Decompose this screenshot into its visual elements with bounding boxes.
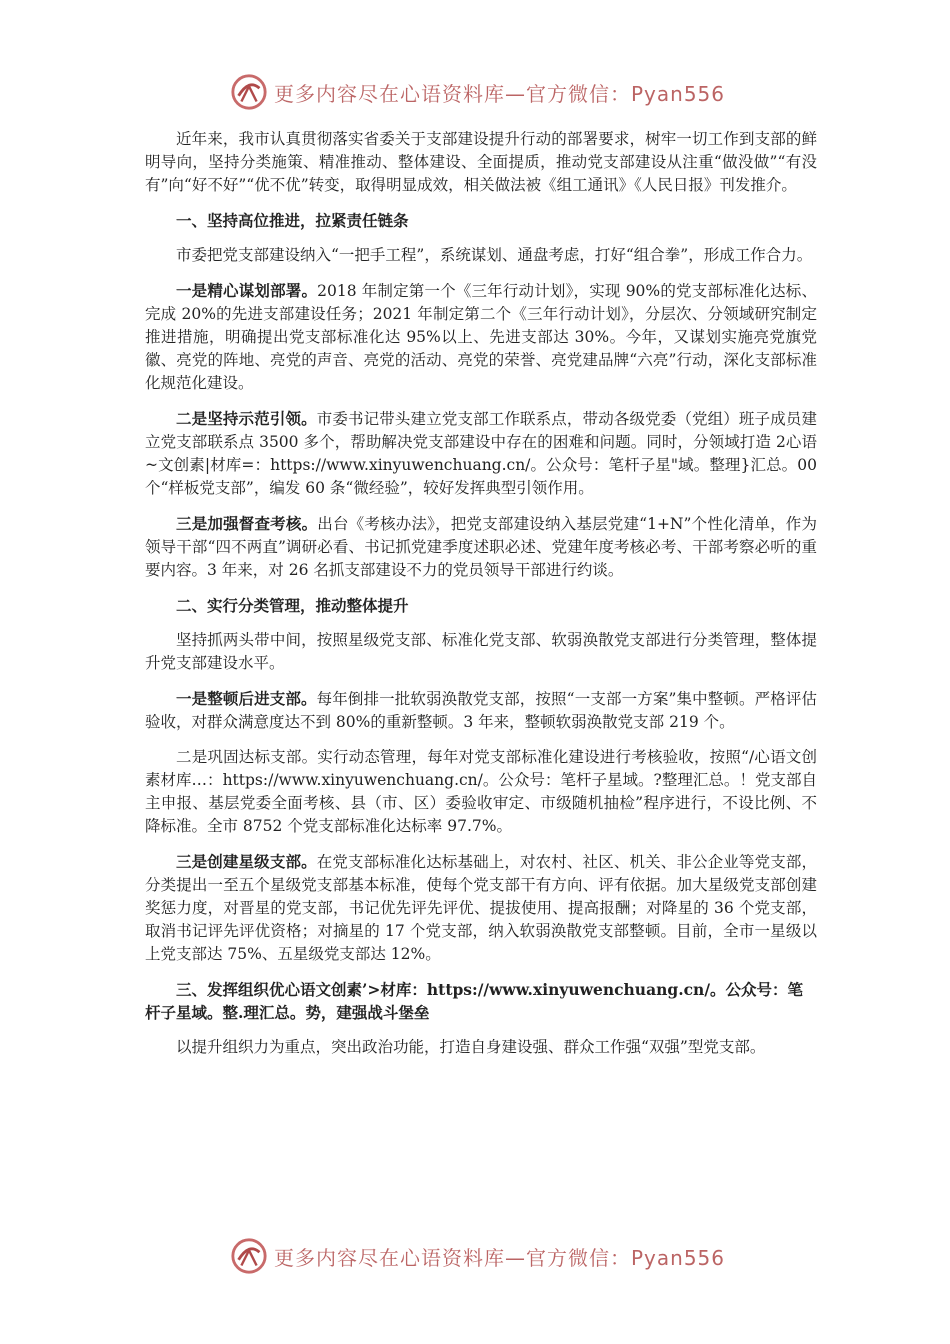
section-heading (145, 594, 817, 617)
paragraph-text: 二、实行分类管理，推动整体提升 (176, 596, 409, 615)
paragraph-text: 市委书记带头建立党支部工作联系点，带动各级党委（党组）班子成员建立党支部联系点 3500 多个，帮助解决党支部建设中存在的困难和问题。同时，分领域打造 2心语~文创素|材库=：https://www.xinyuwenchuang.cn/。公众号：笔杆子星"域。整理}汇总。00 个“样板党支部”，编发 60 条“微经验”，较好发挥典型引领作用。 (145, 410, 817, 497)
banner-text: 更多内容尽在心语资料库—官方微信：Pyan556 (274, 81, 726, 106)
paragraph-lead: 三是创建星级支部。 (176, 852, 317, 871)
paragraph-text: 二是巩固达标支部。实行动态管理，每年对党支部标准化建设进行考核验收，按照“/心语文创素材库…：https://www.xinyuwenchuang.cn/。公众号：笔杆子星域。?整理汇总。！党支部自主申报、基层党委全面考核、县（市、区）委验收审定、市级随机抽检”程序进行，不设比例、不降标准。全市 8752 个党支部标准化达标率 97.7%。 (145, 748, 817, 835)
paragraph-lead: 一是精心谋划部署。 (176, 281, 318, 300)
paragraph-text: 2018 年制定第一个《三年行动计划》，实现 90%的党支部标准化达标、完成 20%的先进支部建设任务；2021 年制定第二个《三年行动计划》，分层次、分领域研究制定推进措施，明确提出党支部标准化达 95%以上、先进支部达 30%。今年，又谋划实施亮党旗党徽、亮党的阵地、亮党的声音、亮党的活动、亮党的荣誉、亮党建品牌“六亮”行动，深化支部标准化规范化建设。 (145, 282, 817, 392)
paragraph-lead: 二是坚持示范引领。 (176, 409, 317, 428)
body-paragraph (145, 407, 817, 500)
paragraph-text: 坚持抓两头带中间，按照星级党支部、标准化党支部、软弱涣散党支部进行分类管理，整体提升党支部建设水平。 (145, 631, 817, 672)
header-watermark-banner (230, 72, 725, 112)
document-body (145, 128, 817, 1071)
body-paragraph (145, 746, 817, 838)
body-paragraph (145, 629, 817, 675)
body-paragraph (145, 1036, 817, 1059)
paragraph-text: 出台《考核办法》，把党支部建设纳入基层党建“1+N”个性化清单，作为领导干部“四不两直”调研必看、书记抓党建季度述职必述、党建年度考核必考、干部考察必听的重要内容。3 年来，对 26 名抓支部建设不力的党员领导干部进行约谈。 (145, 515, 817, 579)
footer-watermark-banner (230, 1236, 725, 1276)
paragraph-text: 三、发挥组织优心语文创素’>材库：https://www.xinyuwenchuang.cn/。公众号：笔杆子星域。整.理汇总。势，建强战斗堡垒 (145, 980, 803, 1022)
xinyu-logo-icon (230, 1237, 268, 1275)
paragraph-text: 市委把党支部建设纳入“一把手工程”，系统谋划、通盘考虑，打好“组合拳”，形成工作合力。 (176, 246, 813, 264)
section-heading (145, 978, 817, 1024)
body-paragraph (145, 687, 817, 734)
paragraph-lead: 三是加强督查考核。 (176, 514, 318, 533)
body-paragraph (145, 279, 817, 395)
body-paragraph (145, 512, 817, 582)
paragraph-text: 近年来，我市认真贯彻落实省委关于支部建设提升行动的部署要求，树牢一切工作到支部的鲜明导向，坚持分类施策、精准推动、整体建设、全面提质，推动党支部建设从注重“做没做”“有没有”向“好不好”“优不优”转变，取得明显成效，相关做法被《组工通讯》《人民日报》刊发推介。 (145, 130, 817, 194)
paragraph-text: 在党支部标准化达标基础上，对农村、社区、机关、非公企业等党支部，分类提出一至五个星级党支部基本标准，使每个党支部干有方向、评有依据。加大星级党支部创建奖惩力度，对晋星的党支部，书记优先评先评优、提拔使用、提高报酬；对降星的 36 个党支部，取消书记评先评优资格；对摘星的 17 个党支部，纳入软弱涣散党支部整顿。目前，全市一星级以上党支部达 75%、五星级党支部达 12%。 (145, 853, 817, 963)
paragraph-lead: 一是整顿后进支部。 (176, 689, 317, 708)
paragraph-text: 每年倒排一批软弱涣散党支部，按照“一支部一方案”集中整顿。严格评估验收，对群众满意度达不到 80%的重新整顿。3 年来，整顿软弱涣散党支部 219 个。 (145, 690, 817, 731)
body-paragraph (145, 128, 817, 197)
banner-text: 更多内容尽在心语资料库—官方微信：Pyan556 (274, 1245, 726, 1270)
paragraph-text: 一、坚持高位推进，拉紧责任链条 (176, 211, 409, 230)
xinyu-logo-icon (230, 73, 268, 111)
paragraph-text: 以提升组织力为重点，突出政治功能，打造自身建设强、群众工作强“双强”型党支部。 (176, 1038, 766, 1056)
body-paragraph (145, 850, 817, 966)
section-heading (145, 209, 817, 232)
body-paragraph (145, 244, 817, 267)
